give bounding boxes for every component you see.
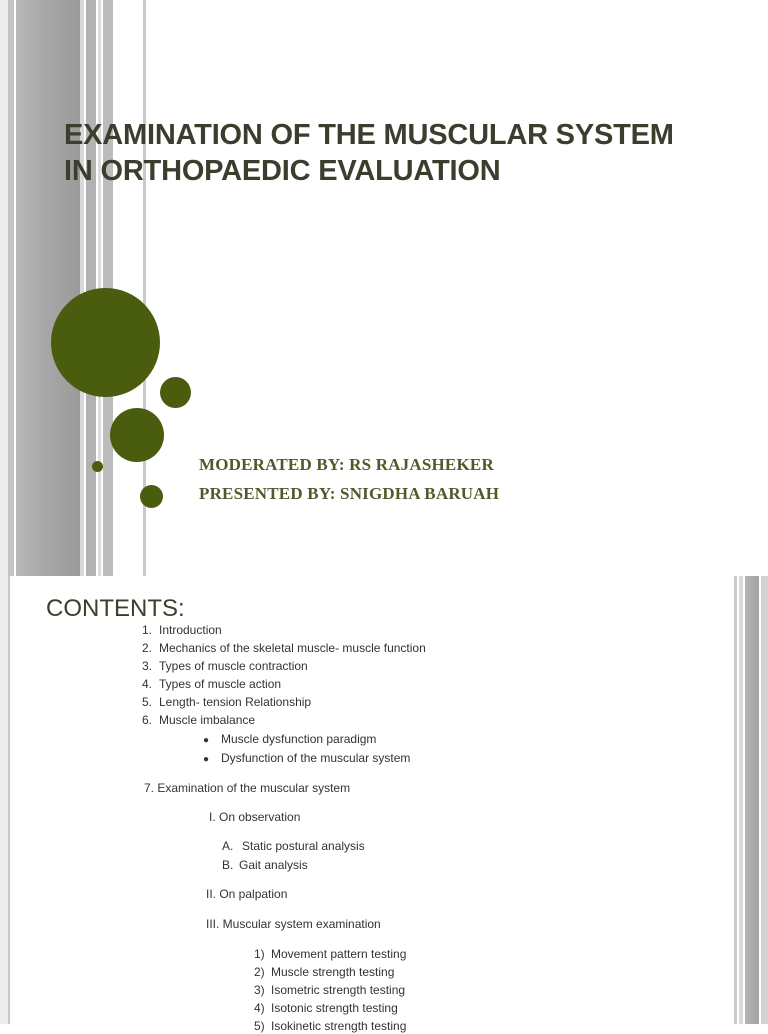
item-number: 5. [142, 695, 153, 709]
title-line-2: IN ORTHOPAEDIC EVALUATION [64, 155, 501, 187]
list-item [142, 641, 426, 656]
list-item-7: 7. Examination of the muscular system [144, 781, 351, 795]
slide-title [64, 117, 724, 189]
list-item [142, 713, 255, 728]
item-text: Types of muscle action [159, 677, 282, 691]
test-item [254, 1001, 398, 1016]
decor-circle [92, 461, 103, 472]
decor-stripe [761, 576, 768, 1024]
item-number: 3. [142, 659, 153, 673]
list-item [142, 677, 281, 692]
presenter-line: PRESENTED BY: SNIGDHA BARUAH [199, 484, 500, 503]
test-text: Muscle strength testing [271, 965, 395, 979]
title-line-1: EXAMINATION OF THE MUSCULAR SYSTEM [64, 119, 674, 151]
item-text: Length- tension Relationship [159, 695, 312, 709]
item-text: Types of muscle contraction [159, 659, 308, 673]
item-text: Introduction [159, 623, 222, 637]
contents-slide [0, 576, 768, 1033]
item-number: 6. [142, 713, 153, 727]
bullet-icon: ● [203, 754, 210, 765]
test-text: Isokinetic strength testing [271, 1019, 407, 1033]
list-item [142, 695, 311, 710]
item-number: 1. [142, 623, 153, 637]
bullet-text: Muscle dysfunction paradigm [221, 732, 377, 746]
decor-circle [140, 485, 163, 508]
roman-item-3: III. Muscular system examination [206, 917, 381, 931]
test-text: Isometric strength testing [271, 983, 406, 997]
decor-stripe [745, 576, 759, 1024]
decor-stripe [8, 0, 14, 576]
bullet-item [203, 751, 410, 767]
alpha-item [222, 858, 308, 873]
decor-stripe [80, 0, 84, 576]
decor-stripe [734, 576, 737, 1024]
test-number: 5) [254, 1019, 265, 1033]
test-text: Isotonic strength testing [271, 1001, 398, 1015]
test-number: 1) [254, 947, 265, 961]
alpha-label: B. [222, 858, 234, 872]
moderator-line: MODERATED BY: RS RAJASHEKER [199, 455, 494, 474]
bullet-icon: ● [203, 735, 210, 746]
list-item [142, 623, 222, 638]
item-number: 2. [142, 641, 153, 655]
test-text: Movement pattern testing [271, 947, 407, 961]
alpha-text: Static postural analysis [242, 839, 365, 853]
bullet-item [203, 732, 376, 748]
roman-item-2: II. On palpation [206, 887, 288, 901]
test-number: 4) [254, 1001, 265, 1015]
item-text: Muscle imbalance [159, 713, 256, 727]
decor-stripe [16, 0, 80, 576]
roman-item-1: I. On observation [209, 810, 301, 824]
decor-stripe [8, 576, 10, 1024]
test-number: 2) [254, 965, 265, 979]
contents-heading: CONTENTS: [46, 595, 185, 622]
decor-stripe [0, 576, 8, 1024]
decor-circle [160, 377, 191, 408]
test-item [254, 965, 394, 980]
decor-stripe [0, 0, 8, 576]
test-number: 3) [254, 983, 265, 997]
bullet-text: Dysfunction of the muscular system [221, 751, 411, 765]
alpha-item [222, 839, 365, 854]
decor-circle [51, 288, 160, 397]
item-text: Mechanics of the skeletal muscle- muscle function [159, 641, 426, 655]
test-item [254, 947, 406, 962]
decor-circle [110, 408, 164, 462]
alpha-label: A. [222, 839, 234, 853]
alpha-text: Gait analysis [239, 858, 308, 872]
decor-stripe [739, 576, 743, 1024]
test-item [254, 1019, 406, 1034]
list-item [142, 659, 308, 674]
item-number: 4. [142, 677, 153, 691]
test-item [254, 983, 405, 998]
